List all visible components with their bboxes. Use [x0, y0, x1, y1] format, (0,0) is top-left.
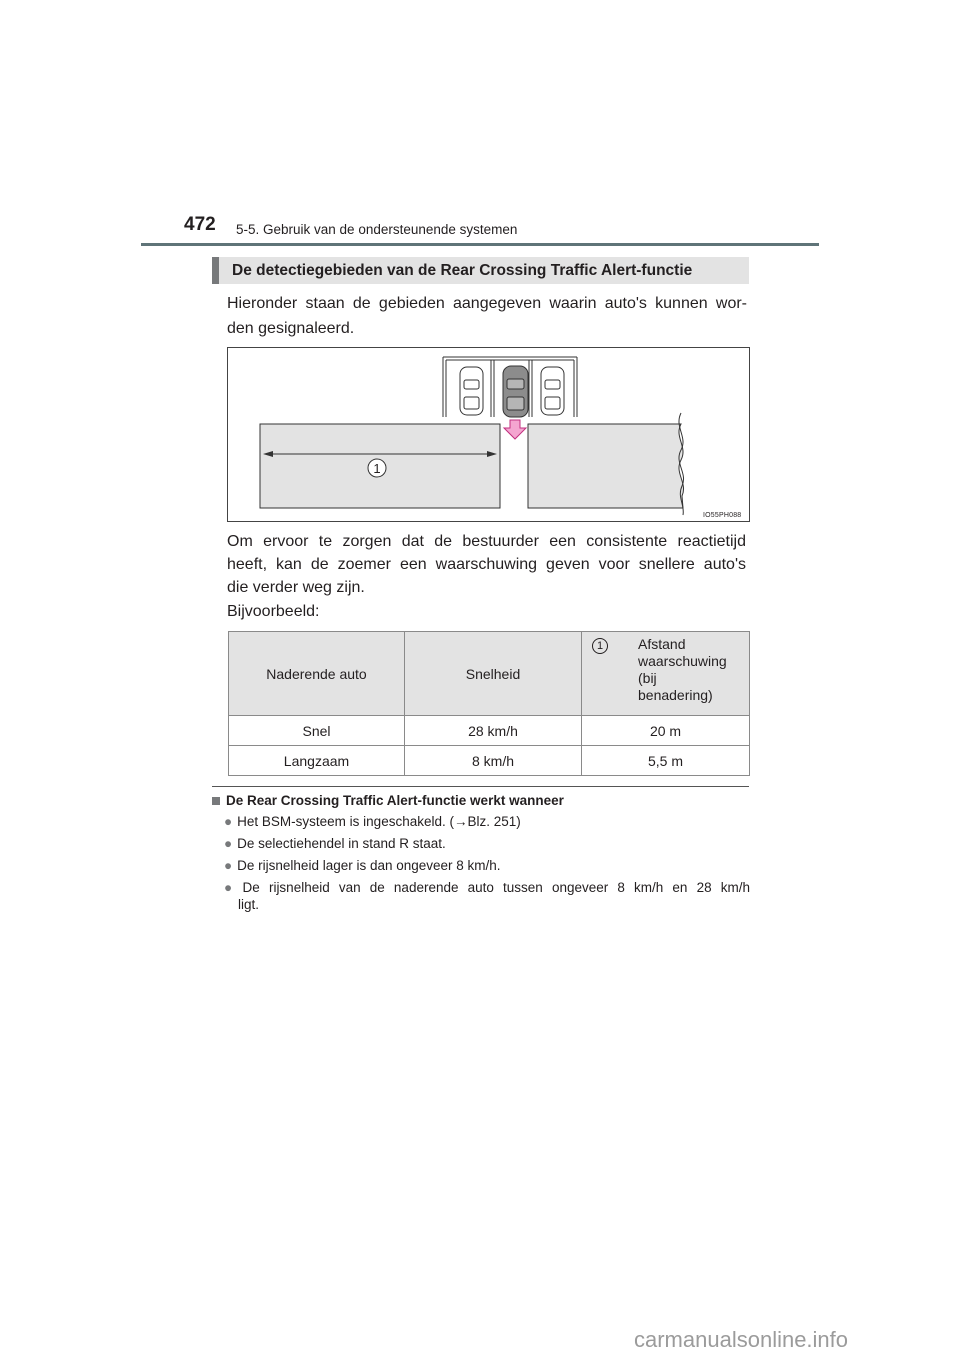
- list-item: [224, 879, 750, 896]
- paragraph-line-3: die verder weg zijn.: [227, 579, 365, 596]
- header-line: (bij: [638, 670, 657, 686]
- table-header-row: [229, 632, 750, 716]
- reversing-car: [503, 366, 528, 417]
- list-item: [224, 835, 446, 852]
- parked-car-left: [460, 367, 483, 415]
- paragraph-line-1: Om ervoor te zorgen dat de bestuurder een consistente reactietijd: [227, 533, 746, 550]
- table-cell: 20 m: [582, 716, 750, 746]
- callout-number: 1: [373, 461, 381, 476]
- table-cell: Snel: [229, 716, 405, 746]
- list-item-text: De selectiehendel in stand R staat.: [237, 836, 446, 851]
- figure-code: IO55PH088: [703, 512, 742, 519]
- table-row: [229, 716, 750, 746]
- header-callout-number: 1: [592, 638, 608, 654]
- bullet-dot-icon: ●: [224, 836, 233, 851]
- bullet-dot-icon: ●: [224, 814, 233, 829]
- running-head: 5-5. Gebruik van de ondersteunende systemen: [236, 222, 518, 237]
- header-speed: Snelheid: [405, 632, 582, 716]
- list-item-text: De rijsnelheid lager is dan ongeveer 8 km/h.: [237, 858, 501, 873]
- table-cell: 5,5 m: [582, 746, 750, 776]
- table-cell: 28 km/h: [405, 716, 582, 746]
- list-item-continuation: ligt.: [238, 897, 260, 912]
- header-rule: [141, 243, 819, 246]
- notes-heading-text: De Rear Crossing Traffic Alert-functie werkt wanneer: [226, 793, 564, 808]
- table-row: [229, 746, 750, 776]
- speed-distance-table: [228, 631, 750, 776]
- detection-area-diagram: [227, 347, 750, 522]
- intro-line-1: Hieronder staan de gebieden aangegeven waarin auto's kunnen wor-: [227, 295, 747, 312]
- header-approaching-car: Naderende auto: [229, 632, 405, 716]
- bullet-dot-icon: ●: [224, 858, 233, 873]
- section-heading: De detectiegebieden van de Rear Crossing Traffic Alert-functie: [212, 257, 749, 284]
- notes-heading: [212, 793, 564, 808]
- square-bullet-icon: [212, 797, 220, 805]
- header-warning-distance: [582, 632, 750, 716]
- header-line: waarschuwing: [638, 653, 727, 669]
- table-cell: Langzaam: [229, 746, 405, 776]
- list-item-text: Het BSM-systeem is ingeschakeld. (→Blz. 251): [237, 814, 521, 829]
- list-item: [224, 813, 521, 830]
- table-cell: 8 km/h: [405, 746, 582, 776]
- right-detection-zone: [528, 424, 684, 508]
- example-label: Bijvoorbeeld:: [227, 603, 320, 620]
- list-item-text: De rijsnelheid van de naderende auto tussen ongeveer 8 km/h en 28 km/h: [242, 880, 750, 895]
- list-item: [224, 857, 501, 874]
- watermark: carmanualsonline.info: [634, 1327, 849, 1352]
- intro-line-2: den gesignaleerd.: [227, 320, 355, 337]
- page-number: 472: [184, 214, 216, 235]
- paragraph-line-2: heeft, kan de zoemer een waarschuwing geven voor snellere auto's: [227, 556, 746, 573]
- parked-car-right: [541, 367, 564, 415]
- header-line: benadering): [638, 687, 713, 703]
- separator-rule: [212, 786, 749, 787]
- bullet-dot-icon: ●: [224, 880, 238, 895]
- header-line: Afstand: [638, 636, 686, 652]
